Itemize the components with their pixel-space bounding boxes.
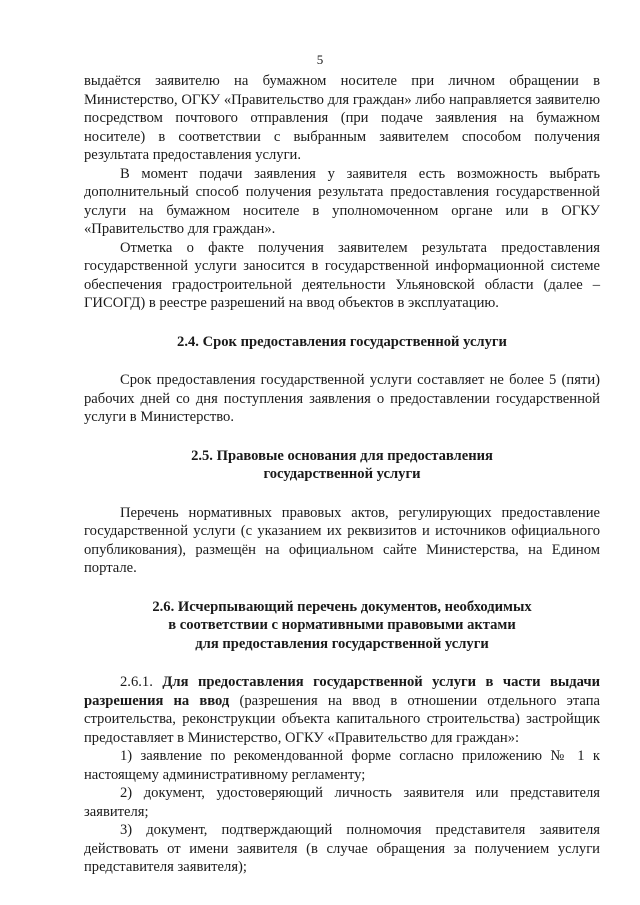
paragraph-2-6-1 [84,673,600,747]
list-item: 1) заявление по рекомендованной форме согласно приложению № 1 к настоящему административному регламенту; [84,748,600,783]
heading-2-5-line2: государственной услуги [263,466,421,482]
paragraph-legal-acts: Перечень нормативных правовых актов, регулирующих предоставление государственной услуги (с указанием их реквизитов и источников официального опубликования), размещён на официальном сайте Министерства, на Едином портале. [84,504,600,576]
clause-number: 2.6.1. [120,674,153,690]
heading-2-6 [84,598,600,654]
paragraph-additional-method: В момент подачи заявления у заявителя есть возможность выбрать дополнительный способ получения результата предоставления государственной услуги на бумажном носителе в уполномоченном органе или в ОГКУ «Правительство для граждан». [84,165,600,237]
heading-2-6-line1: 2.6. Исчерпывающий перечень документов, необходимых [152,598,532,615]
page-number: 5 [316,52,324,67]
heading-2-6-line3: для предоставления государственной услуги [195,635,489,652]
list-item: 2) документ, удостоверяющий личность заявителя или представителя заявителя; [84,785,600,820]
clause-rest-text: (разрешения на ввод в отношении отдельного этапа строительства, реконструкции объекта капитального строительства) застройщик предоставляет в Министерство, ОГКУ «Правительство для граждан»: [84,692,601,746]
document-list [84,747,600,877]
clause-bold-text: Для предоставления государственной услуги в части выдачи разрешения на ввод [84,674,600,709]
heading-2-6-line2: в соответствии с нормативными правовыми актами [168,617,516,633]
heading-2-4: 2.4. Срок предоставления государственной услуги [177,333,507,350]
heading-2-5 [84,447,600,484]
list-item: 3) документ, подтверждающий полномочия представителя заявителя действовать от имени заявителя (в случае обращения за получением услуги представителя заявителя); [84,822,600,875]
paragraph-service-term: Срок предоставления государственной услуги составляет не более 5 (пяти) рабочих дней со дня поступления заявления о предоставлении государственной услуги в Министерство. [84,372,600,425]
heading-2-5-line1: 2.5. Правовые основания для предоставления [191,447,493,464]
paragraph-gisogd-note: Отметка о факте получения заявителем результата предоставления государственной услуги заносится в государственной информационной системе обеспечения градостроительной деятельности Ульяновской области (далее – ГИСОГД) в реестре разрешений на ввод объектов в эксплуатацию. [84,239,600,311]
document-body [84,72,600,877]
paragraph-result-delivery: выдаётся заявителю на бумажном носителе при личном обращении в Министерство, ОГКУ «Правительство для граждан» либо направляется заявителю посредством почтового отправления (при подаче заявления на бумажном носителе) в соответствии с выбранным заявителем способом получения результата предоставления услуги. [84,73,600,163]
